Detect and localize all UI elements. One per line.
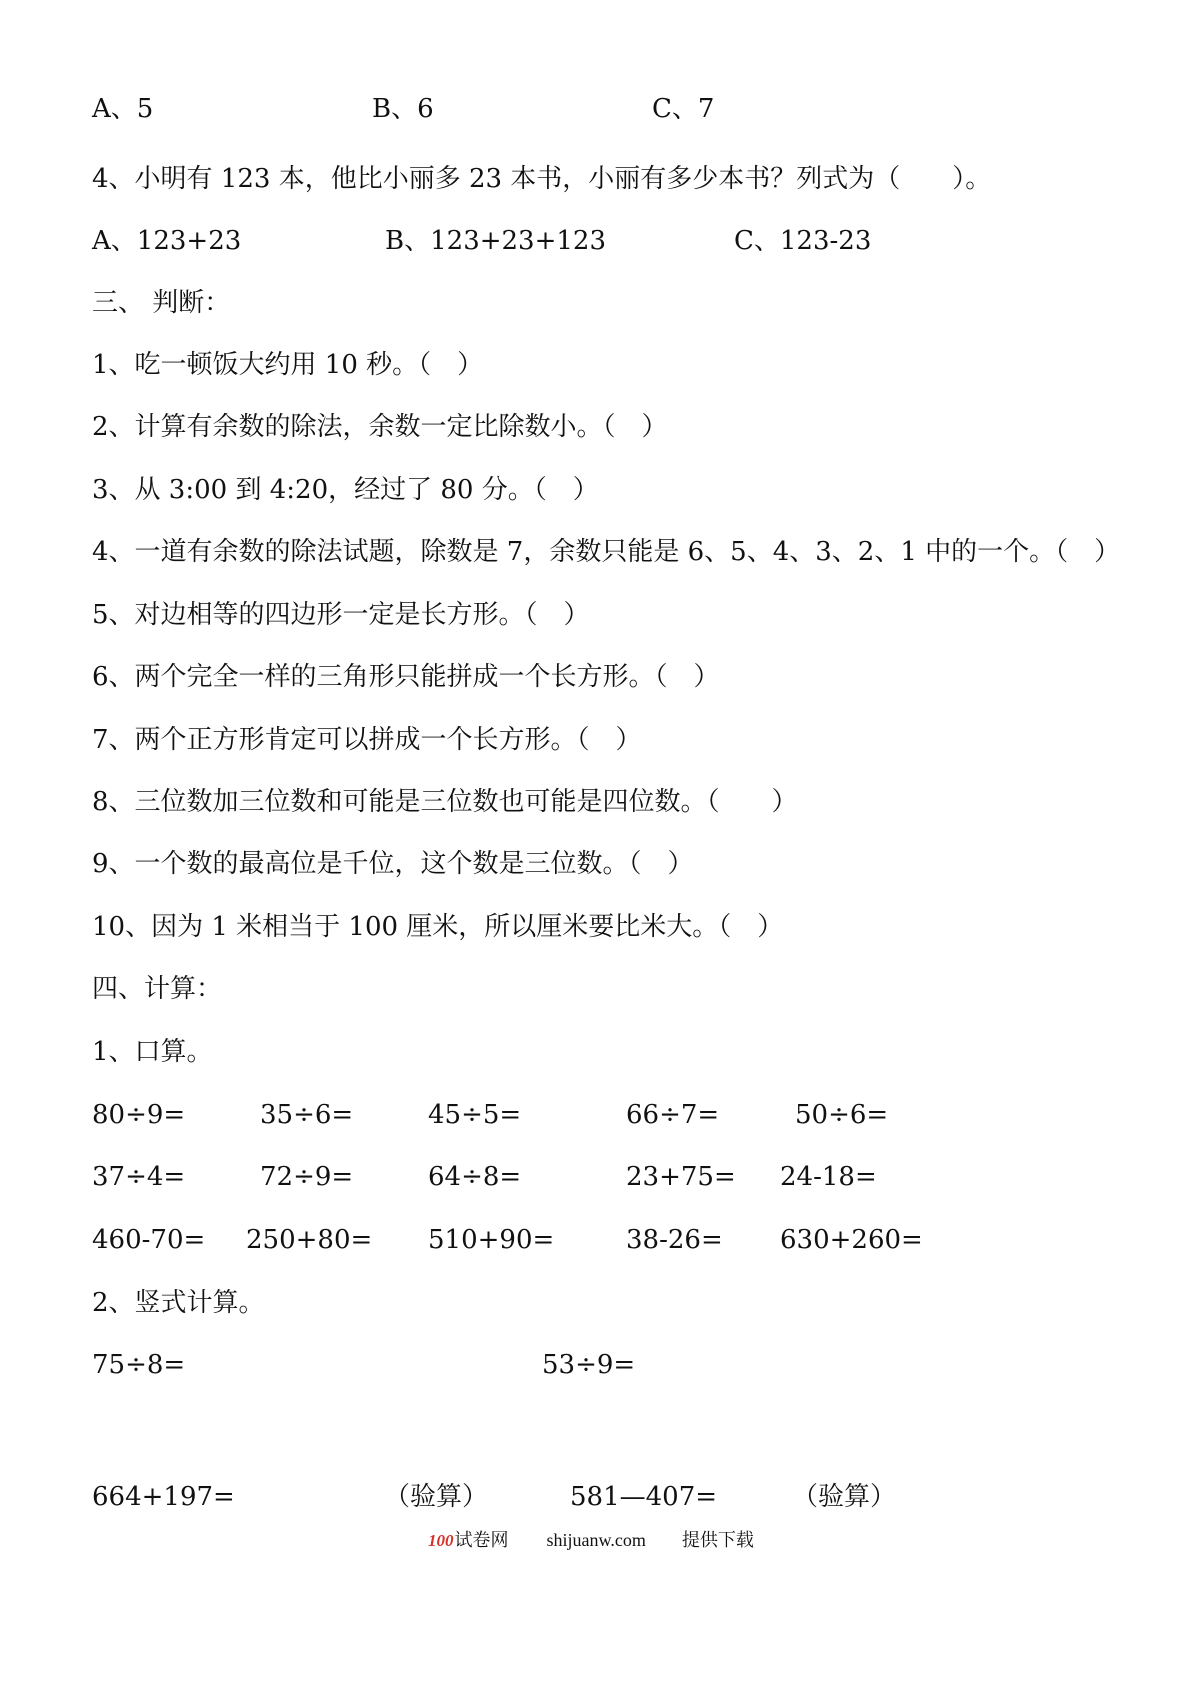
section-four-heading: 四、计算： <box>92 974 223 1004</box>
oral-problem: 24-18= <box>780 1162 877 1192</box>
oral-problem: 66÷7= <box>626 1100 720 1130</box>
judge-item: 7、两个正方形肯定可以拼成一个长方形。（ ） <box>92 725 642 755</box>
q3-option-a: A、5 <box>92 94 154 124</box>
page-footer <box>428 1526 754 1552</box>
oral-problem: 45÷5= <box>428 1100 522 1130</box>
question-4-text: 4、小明有 123 本，他比小丽多 23 本书，小丽有多少本书？列式为（ ）。 <box>92 164 992 194</box>
oral-problem: 460-70= <box>92 1225 206 1255</box>
footer-site-name: 试卷网 <box>454 1530 509 1550</box>
q4-option-a: A、123+23 <box>92 226 242 256</box>
site-logo: 100 <box>428 1531 454 1550</box>
footer-url[interactable]: shijuanw.com <box>546 1530 646 1550</box>
oral-problem: 50÷6= <box>795 1100 889 1130</box>
q4-option-c: C、123-23 <box>734 226 872 256</box>
judge-item: 8、三位数加三位数和可能是三位数也可能是四位数。（ ） <box>92 787 798 817</box>
oral-problem: 37÷4= <box>92 1162 186 1192</box>
q3-option-c: C、7 <box>652 94 715 124</box>
judge-item: 9、一个数的最高位是千位，这个数是三位数。（ ） <box>92 849 694 879</box>
judge-item: 4、一道有余数的除法试题，除数是 7，余数只能是 6、5、4、3、2、1 中的一个。（ ） <box>92 537 1121 567</box>
judge-item: 3、从 3:00 到 4:20，经过了 80 分。（ ） <box>92 475 599 505</box>
check-label: （验算） <box>384 1482 489 1512</box>
oral-problem: 35÷6= <box>260 1100 354 1130</box>
footer-note: 提供下载 <box>681 1530 754 1550</box>
judge-item: 2、计算有余数的除法，余数一定比除数小。（ ） <box>92 412 668 442</box>
judge-item: 1、吃一顿饭大约用 10 秒。（ ） <box>92 350 484 380</box>
oral-problem: 72÷9= <box>260 1162 354 1192</box>
oral-problem: 630+260= <box>780 1225 923 1255</box>
vertical-problem: 75÷8= <box>92 1350 186 1380</box>
vertical-problem: 581—407= <box>570 1482 718 1512</box>
check-label: （验算） <box>792 1482 897 1512</box>
oral-problem: 38-26= <box>626 1225 723 1255</box>
oral-problem: 250+80= <box>246 1225 373 1255</box>
vertical-calc-title: 2、竖式计算。 <box>92 1288 265 1318</box>
q3-option-b: B、6 <box>372 94 434 124</box>
oral-problem: 23+75= <box>626 1162 736 1192</box>
judge-item: 6、两个完全一样的三角形只能拼成一个长方形。（ ） <box>92 662 720 692</box>
oral-problem: 64÷8= <box>428 1162 522 1192</box>
judge-item: 10、因为 1 米相当于 100 厘米，所以厘米要比米大。（ ） <box>92 912 784 942</box>
section-three-heading: 三、 判断： <box>92 288 231 318</box>
oral-problem: 80÷9= <box>92 1100 186 1130</box>
vertical-problem: 53÷9= <box>542 1350 636 1380</box>
oral-problem: 510+90= <box>428 1225 555 1255</box>
q4-option-b: B、123+23+123 <box>385 226 607 256</box>
judge-item: 5、对边相等的四边形一定是长方形。（ ） <box>92 600 590 630</box>
oral-calc-title: 1、口算。 <box>92 1037 213 1067</box>
vertical-problem: 664+197= <box>92 1482 235 1512</box>
